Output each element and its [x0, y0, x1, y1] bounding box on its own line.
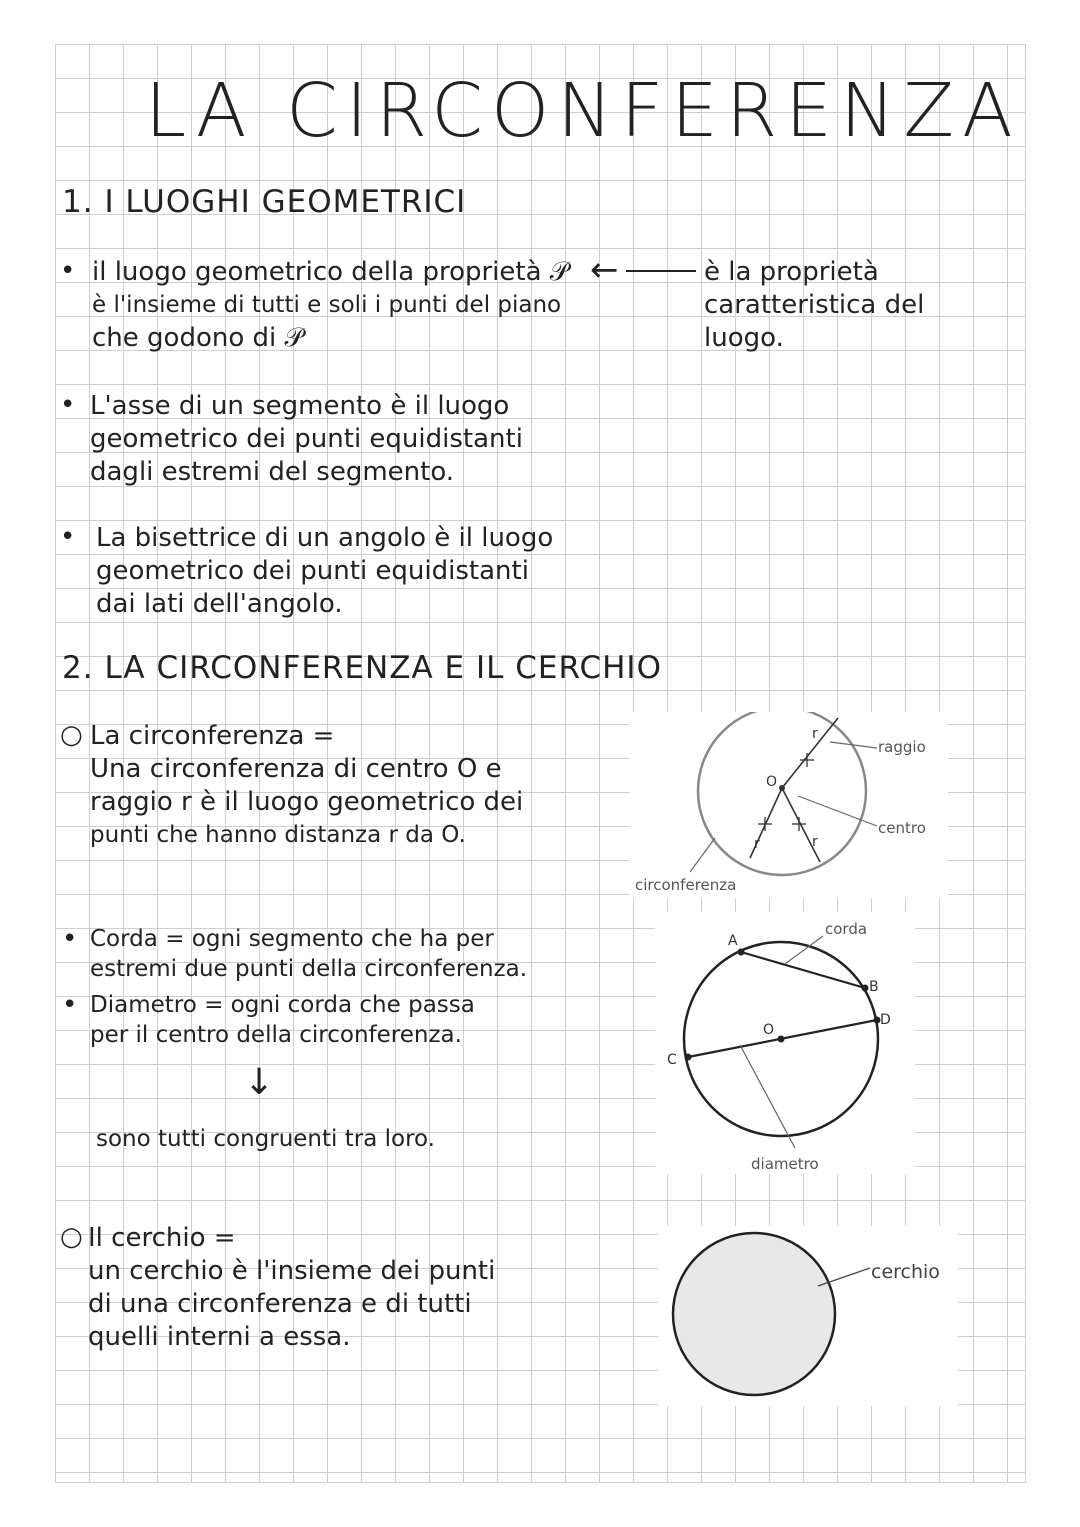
figure-circonferenza — [630, 712, 948, 898]
corda-line-1: Corda = ogni segmento che ha per — [90, 926, 494, 952]
filled-disk — [673, 1233, 835, 1395]
item-2-text — [90, 390, 590, 489]
item-3-line-2: geometrico dei punti equidistanti — [96, 556, 529, 586]
arrow-head-icon: ← — [590, 250, 619, 290]
def-1-line-2: raggio r è il luogo geometrico dei — [90, 787, 524, 817]
def-1-bullet: ○ — [60, 720, 83, 750]
label-o: O — [763, 1022, 775, 1038]
item-1-line-1: il luogo geometrico della proprietà 𝒫 — [92, 257, 569, 287]
diametro-text — [90, 990, 610, 1050]
diametro-line-2: per il centro della circonferenza. — [90, 1022, 462, 1048]
label-cerchio: cerchio — [871, 1261, 940, 1283]
item-3-line-3: dai lati dell'angolo. — [96, 589, 343, 619]
radius-line-3 — [782, 788, 820, 862]
point-a — [738, 949, 745, 956]
chord-line — [741, 952, 865, 988]
def-1-line-1: Una circonferenza di centro O e — [90, 754, 502, 784]
label-r-1: r — [812, 726, 818, 742]
radius-line-1 — [782, 718, 838, 788]
item-2-bullet: • — [60, 390, 76, 420]
label-b: B — [869, 979, 879, 995]
label-diametro: diametro — [751, 1155, 819, 1173]
label-a: A — [728, 933, 738, 949]
corda-bullet: • — [62, 924, 78, 954]
diametro-pointer — [740, 1045, 795, 1148]
label-r-3: r — [812, 834, 818, 850]
label-o: O — [766, 774, 778, 790]
page-title: LA CIRCONFERENZA — [145, 68, 1021, 154]
label-r-2: r — [754, 836, 760, 852]
def-2-text — [88, 1222, 608, 1354]
circle-outline — [698, 712, 866, 875]
down-arrow-icon: ↓ — [244, 1062, 275, 1103]
item-3-line-1: La bisettrice di un angolo è il luogo — [96, 523, 554, 553]
point-o — [778, 1036, 785, 1043]
item-2-line-3: dagli estremi del segmento. — [90, 457, 455, 487]
point-b — [862, 985, 869, 992]
note-line-1: è la proprietà — [704, 257, 879, 287]
item-2-line-1: L'asse di un segmento è il luogo — [90, 391, 510, 421]
diametro-line-1: Diametro = ogni corda che passa — [90, 992, 475, 1018]
section-1-heading — [62, 184, 466, 220]
label-centro: centro — [878, 819, 926, 837]
corda-line-2: estremi due punti della circonferenza. — [90, 956, 528, 982]
def-1-term: La circonferenza = — [90, 721, 335, 751]
label-circonferenza: circonferenza — [635, 876, 737, 894]
property-note — [704, 256, 1004, 355]
note-line-2: caratteristica del — [704, 290, 925, 320]
item-1-line-2: è l'insieme di tutti e soli i punti del piano — [92, 292, 562, 318]
def-2-line-3: quelli interni a essa. — [88, 1322, 351, 1352]
section-1-title: I LUOGHI GEOMETRICI — [104, 184, 467, 220]
label-raggio: raggio — [878, 738, 926, 756]
section-2-number: 2. — [62, 650, 94, 686]
arrow-shaft — [626, 270, 696, 272]
def-2-line-1: un cerchio è l'insieme dei punti — [88, 1256, 496, 1286]
label-c: C — [667, 1052, 677, 1068]
item-1-line-3: che godono di 𝒫 — [92, 323, 304, 353]
def-1-text — [90, 720, 610, 852]
section-2-heading — [62, 650, 662, 686]
item-3-text — [96, 522, 596, 621]
figure-corda-diametro — [655, 912, 915, 1174]
diametro-bullet: • — [62, 990, 78, 1020]
congruent-note: sono tutti congruenti tra loro. — [96, 1126, 435, 1152]
section-2-title: LA CIRCONFERENZA E IL CERCHIO — [104, 650, 662, 686]
def-2-term: Il cerchio = — [88, 1223, 236, 1253]
item-1-bullet: • — [60, 256, 76, 286]
label-corda: corda — [825, 920, 868, 938]
left-arrow — [590, 250, 619, 290]
def-2-bullet: ○ — [60, 1222, 83, 1252]
item-1-text — [92, 256, 592, 355]
section-1-number: 1. — [62, 184, 94, 220]
label-d: D — [880, 1012, 891, 1028]
circonferenza-pointer — [690, 838, 715, 872]
figure-cerchio — [658, 1226, 958, 1406]
tick-marks — [758, 753, 814, 831]
point-c — [685, 1054, 692, 1061]
corda-text — [90, 924, 610, 984]
def-1-line-3: punti che hanno distanza r da O. — [90, 822, 466, 848]
def-2-line-2: di una circonferenza e di tutti — [88, 1289, 472, 1319]
item-2-line-2: geometrico dei punti equidistanti — [90, 424, 523, 454]
item-3-bullet: • — [60, 522, 76, 552]
note-line-3: luogo. — [704, 323, 784, 353]
